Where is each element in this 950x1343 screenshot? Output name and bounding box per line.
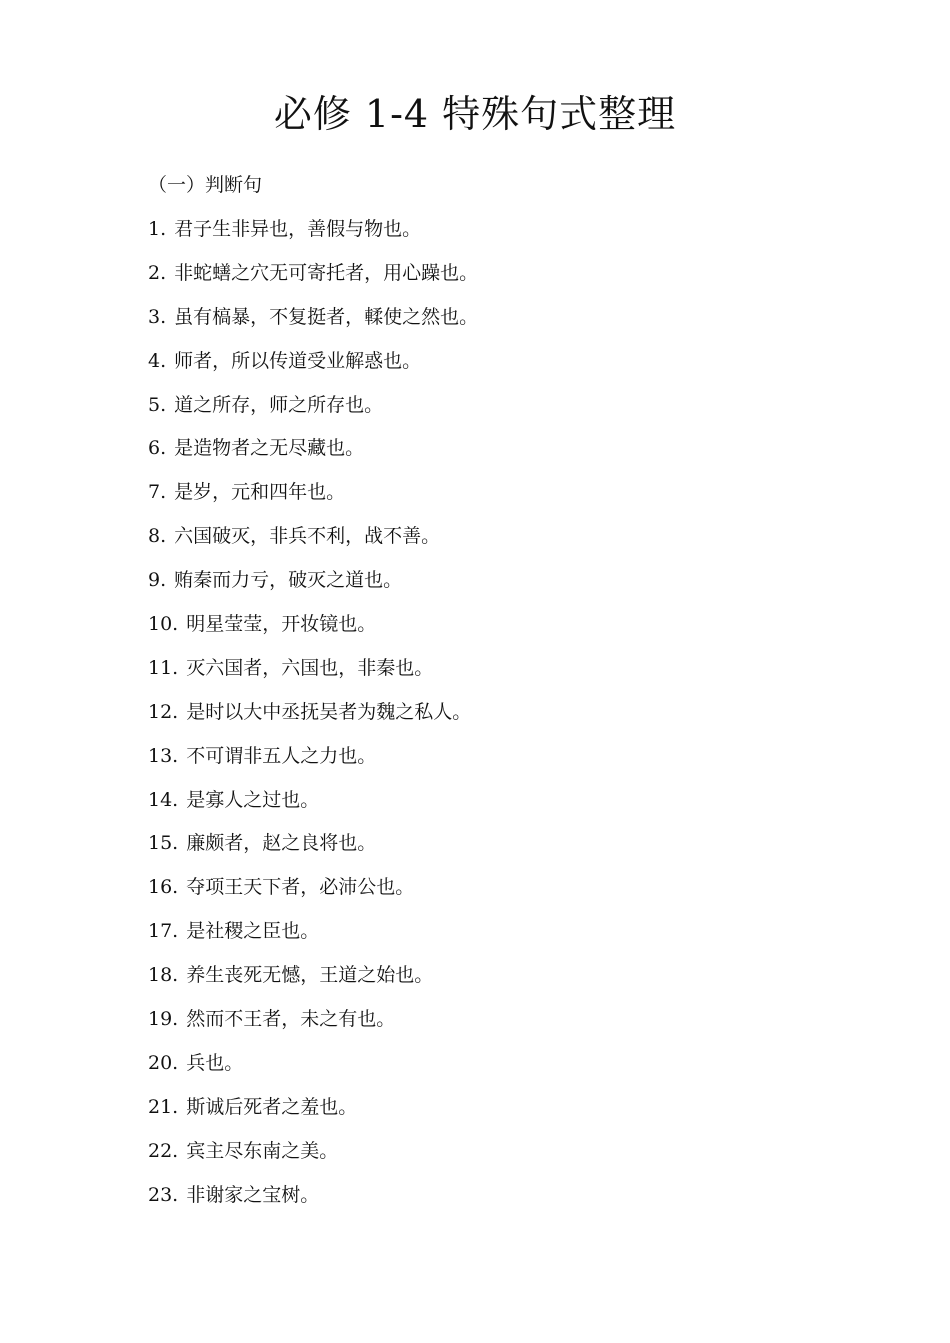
list-item <box>148 1179 848 1223</box>
item-text: 夺项王天下者，必沛公也。 <box>186 876 415 899</box>
item-number: 14. <box>148 788 179 811</box>
list-item <box>148 389 848 433</box>
list-item <box>148 345 848 389</box>
item-text: 虽有槁暴，不复挺者，輮使之然也。 <box>174 305 479 328</box>
list-item <box>148 257 848 301</box>
item-text: 宾主尽东南之美。 <box>186 1139 339 1162</box>
item-number: 6. <box>148 437 167 460</box>
item-text: 是社稷之臣也。 <box>186 920 320 943</box>
sentence-list <box>148 213 848 1222</box>
item-text: 君子生非异也，善假与物也。 <box>174 218 422 240</box>
item-number: 23. <box>148 1183 179 1206</box>
item-number: 13. <box>148 744 179 767</box>
item-text: 贿秦而力亏，破灭之道也。 <box>174 569 403 592</box>
list-item <box>148 959 848 1003</box>
item-text: 灭六国者，六国也，非秦也。 <box>186 656 434 679</box>
item-text: 然而不王者，未之有也。 <box>186 1008 396 1031</box>
item-text: 六国破灭，非兵不利，战不善。 <box>174 525 441 548</box>
item-number: 2. <box>148 261 167 284</box>
item-text: 非蛇蟮之穴无可寄托者，用心躁也。 <box>174 261 479 284</box>
item-number: 7. <box>148 481 167 504</box>
list-item <box>148 1135 848 1179</box>
item-text: 斯诚后死者之羞也。 <box>186 1095 358 1118</box>
item-number: 22. <box>148 1139 179 1162</box>
item-number: 11. <box>148 656 179 679</box>
list-item <box>148 652 848 696</box>
list-item <box>148 608 848 652</box>
item-number: 8. <box>148 525 167 548</box>
section-heading: （一）判断句 <box>148 174 263 196</box>
item-text: 非谢家之宝树。 <box>186 1183 320 1206</box>
item-number: 4. <box>148 349 167 372</box>
item-text: 师者，所以传道受业解惑也。 <box>174 349 422 372</box>
list-item <box>148 432 848 476</box>
item-number: 9. <box>148 569 167 592</box>
item-number: 5. <box>148 393 167 416</box>
item-text: 是寡人之过也。 <box>186 788 320 811</box>
list-item <box>148 740 848 784</box>
document-title: 必修 1-4 特殊句式整理 <box>273 92 677 136</box>
list-item <box>148 827 848 871</box>
item-number: 19. <box>148 1008 179 1031</box>
item-number: 1. <box>148 218 167 240</box>
item-text: 明星莹莹，开妆镜也。 <box>186 613 377 636</box>
item-number: 10. <box>148 613 179 636</box>
item-text: 不可谓非五人之力也。 <box>186 744 377 767</box>
item-number: 17. <box>148 920 179 943</box>
list-item <box>148 915 848 959</box>
list-item <box>148 871 848 915</box>
list-item <box>148 213 848 257</box>
list-item <box>148 1003 848 1047</box>
list-item <box>148 301 848 345</box>
item-text: 廉颇者，赵之良将也。 <box>186 832 377 855</box>
list-item <box>148 1047 848 1091</box>
item-text: 是造物者之无尽藏也。 <box>174 437 365 460</box>
item-text: 道之所存，师之所存也。 <box>174 393 384 416</box>
list-item <box>148 784 848 828</box>
list-item <box>148 1091 848 1135</box>
item-text: 兵也。 <box>186 1051 244 1074</box>
item-number: 20. <box>148 1051 179 1074</box>
item-number: 3. <box>148 305 167 328</box>
item-number: 18. <box>148 964 179 987</box>
item-number: 21. <box>148 1095 179 1118</box>
item-number: 16. <box>148 876 179 899</box>
item-text: 是岁，元和四年也。 <box>174 481 346 504</box>
item-text: 养生丧死无憾，王道之始也。 <box>186 964 434 987</box>
item-number: 15. <box>148 832 179 855</box>
item-text: 是时以大中丞抚吴者为魏之私人。 <box>186 700 472 723</box>
list-item <box>148 520 848 564</box>
list-item <box>148 476 848 520</box>
list-item <box>148 696 848 740</box>
list-item <box>148 564 848 608</box>
item-number: 12. <box>148 700 179 723</box>
